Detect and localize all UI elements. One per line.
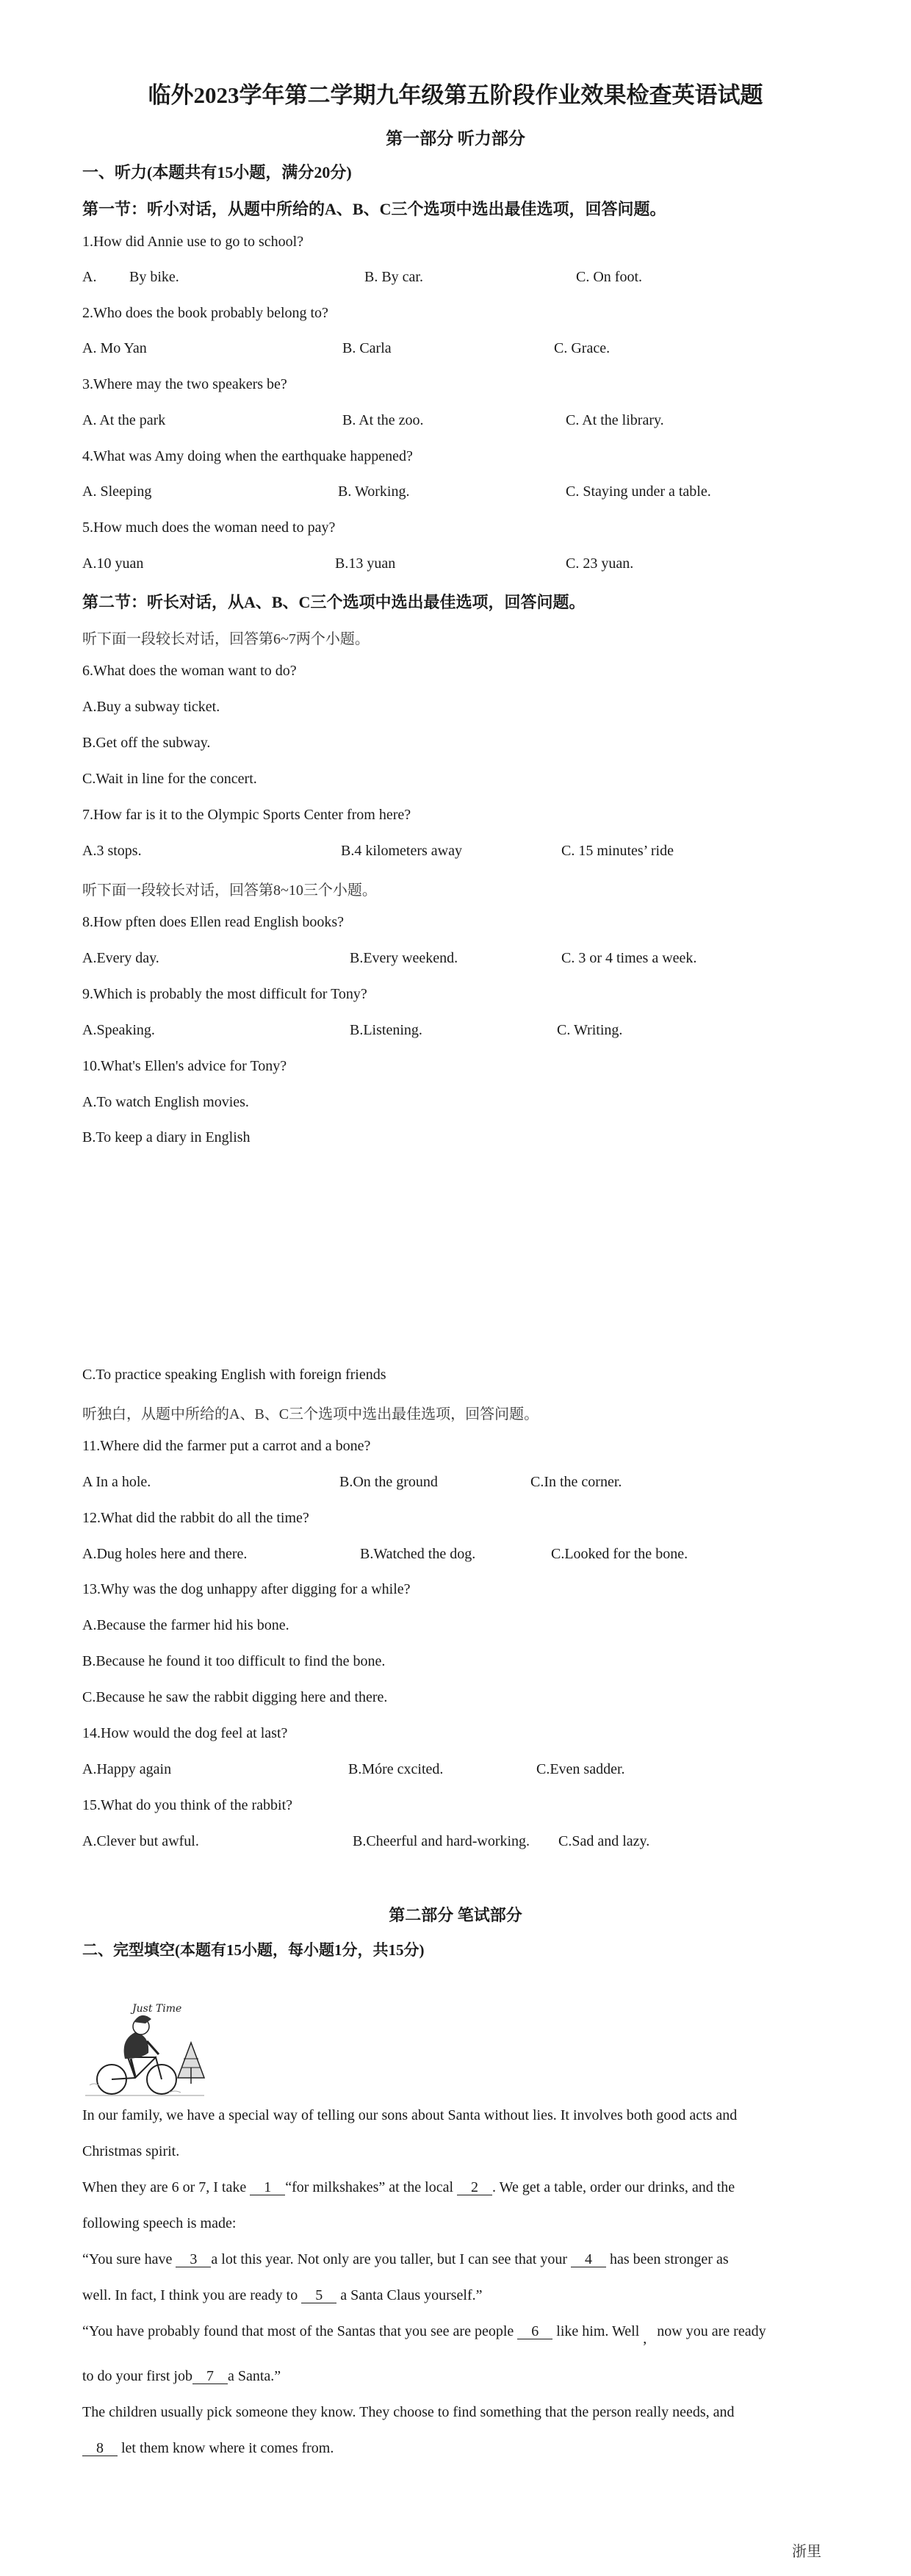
- passage-text: When they are 6 or 7, I take: [82, 2179, 247, 2195]
- q2-option-a: A. Mo Yan: [82, 340, 147, 356]
- q4-option-b: B. Working.: [338, 483, 410, 500]
- q13-stem: 13.Why was the dog unhappy after digging for a while?: [82, 1581, 411, 1597]
- q1-option-c: C. On foot.: [576, 269, 642, 285]
- blank-2[interactable]: 2: [457, 2180, 492, 2195]
- q10-stem: 10.What's Ellen's advice for Tony?: [82, 1058, 287, 1074]
- section1-header: 一、听力(本题共有15小题，满分20分): [82, 163, 352, 181]
- part1-title: 第一部分 听力部分: [386, 129, 525, 148]
- passage-text: has been stronger as: [610, 2251, 729, 2267]
- q14-option-c: C.Even sadder.: [536, 1761, 625, 1777]
- q4-option-c: C. Staying under a table.: [566, 483, 711, 500]
- blank-7[interactable]: 7: [192, 2369, 228, 2384]
- q14-option-a: A.Happy again: [82, 1761, 172, 1777]
- passage-text: a lot this year. Not only are you taller, but I can see that your: [211, 2251, 568, 2267]
- blank-1[interactable]: 1: [250, 2180, 285, 2195]
- passage-text: now you are ready: [657, 2323, 766, 2339]
- note-8-10: 听下面一段较长对话，回答第8~10三个小题。: [82, 882, 377, 899]
- q5-option-b: B.13 yuan: [335, 555, 396, 572]
- passage-text: like him. Well: [556, 2323, 640, 2339]
- part2-title: 第二部分 笔试部分: [389, 1906, 522, 1924]
- q9-option-c: C. Writing.: [557, 1022, 623, 1038]
- q5-option-a: A.10 yuan: [82, 555, 144, 572]
- q5-option-c: C. 23 yuan.: [566, 555, 634, 572]
- passage-p5-line1: The children usually pick someone they know. They choose to find something that the person really needs, and: [82, 2404, 735, 2420]
- q2-stem: 2.Who does the book probably belong to?: [82, 305, 328, 321]
- q9-option-a: A.Speaking.: [82, 1022, 155, 1038]
- blank-5[interactable]: 5: [301, 2288, 336, 2303]
- q6-option-a: A.Buy a subway ticket.: [82, 699, 220, 715]
- passage-text: to do your first job: [82, 2368, 192, 2384]
- q8-option-b: B.Every weekend.: [350, 950, 458, 966]
- q12-option-c: C.Looked for the bone.: [551, 1546, 688, 1562]
- q3-option-c: C. At the library.: [566, 412, 664, 428]
- q15-option-b: B.Cheerful and hard-working.: [353, 1833, 530, 1849]
- section2-header: 二、完型填空(本题有15小题，每小题1分，共15分): [82, 1941, 425, 1959]
- q6-stem: 6.What does the woman want to do?: [82, 663, 297, 679]
- passage-text: a Santa.”: [228, 2368, 281, 2384]
- passage-p3-line1: [82, 2251, 729, 2268]
- passage-text: let them know where it comes from.: [121, 2440, 334, 2456]
- passage-p4-line1: [82, 2323, 766, 2347]
- q7-option-a: A.3 stops.: [82, 843, 142, 859]
- q12-option-b: B.Watched the dog.: [360, 1546, 476, 1562]
- passage-p2-line1: [82, 2179, 735, 2196]
- q13-option-b: B.Because he found it too difficult to find the bone.: [82, 1653, 386, 1669]
- q2-option-c: C. Grace.: [554, 340, 611, 356]
- blank-4[interactable]: 4: [571, 2252, 606, 2267]
- passage-text: “for milkshakes” at the local: [285, 2179, 454, 2195]
- passage-p3-line2: [82, 2287, 483, 2304]
- q14-option-b: B.Móre cxcited.: [348, 1761, 444, 1777]
- q14-stem: 14.How would the dog feel at last?: [82, 1725, 288, 1741]
- passage-text: a Santa Claus yourself.”: [340, 2287, 483, 2303]
- q3-option-b: B. At the zoo.: [342, 412, 424, 428]
- note-6-7: 听下面一段较长对话，回答第6~7两个小题。: [82, 631, 370, 647]
- q2-option-b: B. Carla: [342, 340, 392, 356]
- q11-option-c: C.In the corner.: [530, 1474, 622, 1490]
- q1-option-a-letter: A.: [82, 269, 97, 285]
- q6-option-b: B.Get off the subway.: [82, 735, 211, 751]
- q8-option-c: C. 3 or 4 times a week.: [561, 950, 697, 966]
- q9-stem: 9.Which is probably the most difficult for Tony?: [82, 986, 367, 1002]
- q12-stem: 12.What did the rabbit do all the time?: [82, 1510, 309, 1526]
- q8-option-a: A.Every day.: [82, 950, 159, 966]
- q13-option-c: C.Because he saw the rabbit digging here and there.: [82, 1689, 388, 1705]
- q7-option-b: B.4 kilometers away: [341, 843, 462, 859]
- q10-option-c: C.To practice speaking English with foreign friends: [82, 1367, 386, 1383]
- q11-option-a: A In a hole.: [82, 1474, 151, 1490]
- q1-option-b: B. By car.: [364, 269, 423, 285]
- exam-title: 临外2023学年第二学期九年级第五阶段作业效果检查英语试题: [148, 82, 763, 108]
- q15-stem: 15.What do you think of the rabbit?: [82, 1797, 293, 1813]
- q8-stem: 8.How pften does Ellen read English books?: [82, 914, 345, 930]
- passage-p1-line1: In our family, we have a special way of telling our sons about Santa without lies. It involves both good acts and: [82, 2107, 738, 2123]
- image-caption: Just Time: [132, 2003, 182, 2015]
- passage-text: “You sure have: [82, 2251, 173, 2267]
- q4-option-a: A. Sleeping: [82, 483, 152, 500]
- q3-stem: 3.Where may the two speakers be?: [82, 376, 287, 392]
- cartoon-illustration: [82, 1997, 207, 2100]
- comma-mark: ,: [643, 2331, 647, 2347]
- blank-3[interactable]: 3: [176, 2252, 211, 2267]
- q13-option-a: A.Because the farmer hid his bone.: [82, 1617, 289, 1633]
- passage-p2-line2: following speech is made:: [82, 2215, 237, 2231]
- q7-stem: 7.How far is it to the Olympic Sports Center from here?: [82, 807, 411, 823]
- q15-option-a: A.Clever but awful.: [82, 1833, 199, 1849]
- q12-option-a: A.Dug holes here and there.: [82, 1546, 248, 1562]
- sub1-header: 第一节：听小对话，从题中所给的A、B、C三个选项中选出最佳选项，回答问题。: [82, 200, 666, 218]
- q6-option-c: C.Wait in line for the concert.: [82, 771, 257, 787]
- q11-option-b: B.On the ground: [339, 1474, 438, 1490]
- santa-bike-drawing: [82, 1997, 207, 2100]
- blank-6[interactable]: 6: [517, 2324, 552, 2339]
- blank-8[interactable]: 8: [82, 2441, 118, 2456]
- q11-stem: 11.Where did the farmer put a carrot and a bone?: [82, 1438, 371, 1454]
- passage-text: well. In fact, I think you are ready to: [82, 2287, 298, 2303]
- q3-option-a: A. At the park: [82, 412, 166, 428]
- passage-p4-line2: [82, 2368, 281, 2385]
- q1-stem: 1.How did Annie use to go to school?: [82, 234, 304, 250]
- q15-option-c: C.Sad and lazy.: [558, 1833, 650, 1849]
- footer-mark: 浙里: [792, 2544, 821, 2560]
- q4-stem: 4.What was Amy doing when the earthquake happened?: [82, 448, 413, 464]
- q10-option-b: B.To keep a diary in English: [82, 1129, 251, 1145]
- q10-option-a: A.To watch English movies.: [82, 1094, 249, 1110]
- sub2-header: 第二节：听长对话，从A、B、C三个选项中选出最佳选项，回答问题。: [82, 593, 586, 611]
- q9-option-b: B.Listening.: [350, 1022, 422, 1038]
- passage-text: “You have probably found that most of the Santas that you see are people: [82, 2323, 514, 2339]
- q5-stem: 5.How much does the woman need to pay?: [82, 519, 336, 536]
- passage-p1-line2: Christmas spirit.: [82, 2143, 180, 2159]
- passage-p5-line2: [82, 2440, 334, 2457]
- passage-text: . We get a table, order our drinks, and the: [492, 2179, 735, 2195]
- q1-option-a: By bike.: [129, 269, 179, 285]
- note-monologue: 听独白，从题中所给的A、B、C三个选项中选出最佳选项，回答问题。: [82, 1406, 539, 1422]
- q7-option-c: C. 15 minutes’ ride: [561, 843, 674, 859]
